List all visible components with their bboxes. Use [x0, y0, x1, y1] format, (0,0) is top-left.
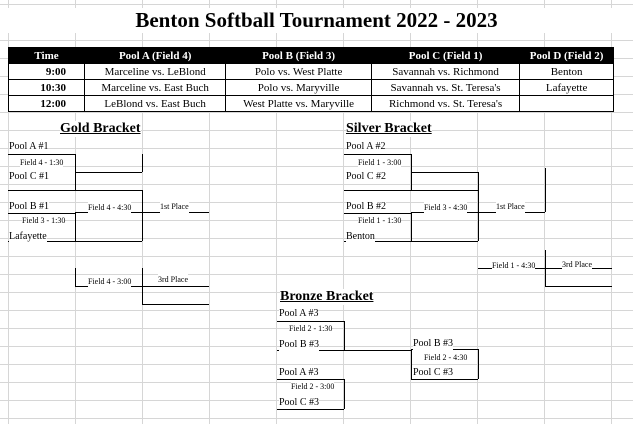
header-time: Time	[9, 48, 85, 64]
gold-seed-lafayette: Lafayette	[9, 231, 47, 242]
bracket-line	[478, 190, 479, 241]
bracket-line	[277, 321, 344, 322]
silver-seed-pool-c: Pool C #2	[346, 171, 387, 182]
gold-first-place: 1st Place	[160, 202, 189, 211]
bronze-game-label: Field 2 - 3:00	[291, 382, 335, 391]
bracket-line	[411, 379, 478, 380]
bracket-line	[545, 168, 546, 212]
silver-seed-benton: Benton	[346, 231, 375, 242]
table-row	[9, 96, 614, 112]
bracket-line	[545, 286, 612, 287]
table-row	[9, 64, 614, 80]
silver-third-place: 3rd Place	[562, 260, 592, 269]
game-cell: Marceline vs. East Buch	[85, 80, 226, 96]
bracket-line	[8, 154, 75, 155]
silver-bracket-title: Silver Bracket	[346, 121, 432, 136]
game-cell: Savannah vs. St. Teresa's	[371, 80, 519, 96]
header-pool-d: Pool D (Field 2)	[520, 48, 614, 64]
bracket-line	[277, 409, 344, 410]
bronze-seed-pool-a: Pool A #3	[279, 308, 319, 319]
bronze-seed-pool-b: Pool B #3	[413, 338, 454, 349]
bracket-line	[344, 321, 345, 350]
bracket-line	[75, 172, 142, 173]
bracket-line	[478, 172, 479, 190]
bracket-line	[75, 268, 76, 286]
bracket-line	[75, 213, 76, 241]
page-title: Benton Softball Tournament 2022 - 2023	[0, 8, 633, 33]
game-cell: Savannah vs. Richmond	[371, 64, 519, 80]
gold-game-label: Field 4 - 3:00	[88, 277, 132, 286]
bracket-line	[344, 154, 411, 155]
gold-game-label: Field 3 - 1:30	[22, 216, 66, 225]
bronze-game-label: Field 2 - 4:30	[424, 353, 468, 362]
game-cell: Benton	[520, 64, 614, 80]
game-cell: Marceline vs. LeBlond	[85, 64, 226, 80]
bracket-line	[142, 268, 143, 304]
bracket-line	[277, 379, 344, 380]
bronze-game-label: Field 2 - 1:30	[289, 324, 333, 333]
bracket-line	[142, 190, 143, 241]
silver-game-label: Field 1 - 1:30	[358, 216, 402, 225]
gold-third-place: 3rd Place	[158, 275, 188, 284]
bronze-seed-pool-a: Pool A #3	[279, 367, 319, 378]
game-cell: LeBlond vs. East Buch	[85, 96, 226, 112]
bracket-line	[344, 379, 345, 409]
time-cell: 12:00	[9, 96, 85, 112]
silver-game-label: Field 1 - 4:30	[492, 261, 536, 270]
bracket-line	[8, 190, 142, 191]
bracket-line	[8, 213, 75, 214]
time-cell: 10:30	[9, 80, 85, 96]
game-cell: Lafayette	[520, 80, 614, 96]
bronze-bracket-title: Bronze Bracket	[280, 289, 374, 304]
gold-game-label: Field 4 - 1:30	[20, 158, 64, 167]
gold-seed-pool-b: Pool B #1	[9, 201, 50, 212]
bracket-line	[411, 172, 478, 173]
gold-seed-pool-a: Pool A #1	[9, 141, 49, 152]
silver-game-label: Field 3 - 4:30	[424, 203, 468, 212]
game-cell: Polo vs. Maryville	[226, 80, 372, 96]
bracket-line	[344, 213, 411, 214]
gold-seed-pool-c: Pool C #1	[9, 171, 50, 182]
silver-first-place: 1st Place	[496, 202, 525, 211]
game-cell: West Platte vs. Maryville	[226, 96, 372, 112]
silver-seed-pool-b: Pool B #2	[346, 201, 387, 212]
schedule-table	[8, 47, 614, 112]
bracket-line	[344, 190, 478, 191]
gold-game-label: Field 4 - 4:30	[88, 203, 132, 212]
bronze-seed-pool-c: Pool C #3	[279, 397, 320, 408]
bracket-line	[411, 213, 412, 241]
gold-bracket-title: Gold Bracket	[60, 121, 141, 136]
header-pool-c: Pool C (Field 1)	[371, 48, 519, 64]
game-cell: Richmond vs. St. Teresa's	[371, 96, 519, 112]
bronze-seed-pool-b: Pool B #3	[279, 339, 320, 350]
bracket-line	[478, 349, 479, 379]
bronze-seed-pool-c: Pool C #3	[413, 367, 454, 378]
time-cell: 9:00	[9, 64, 85, 80]
game-cell	[520, 96, 614, 112]
silver-seed-pool-a: Pool A #2	[346, 141, 386, 152]
bracket-line	[411, 350, 412, 380]
schedule-header-row	[9, 48, 614, 64]
game-cell: Polo vs. West Platte	[226, 64, 372, 80]
bracket-line	[142, 154, 143, 172]
bracket-line	[142, 304, 209, 305]
header-pool-b: Pool B (Field 3)	[226, 48, 372, 64]
table-row	[9, 80, 614, 96]
silver-game-label: Field 1 - 3:00	[358, 158, 402, 167]
header-pool-a: Pool A (Field 4)	[85, 48, 226, 64]
